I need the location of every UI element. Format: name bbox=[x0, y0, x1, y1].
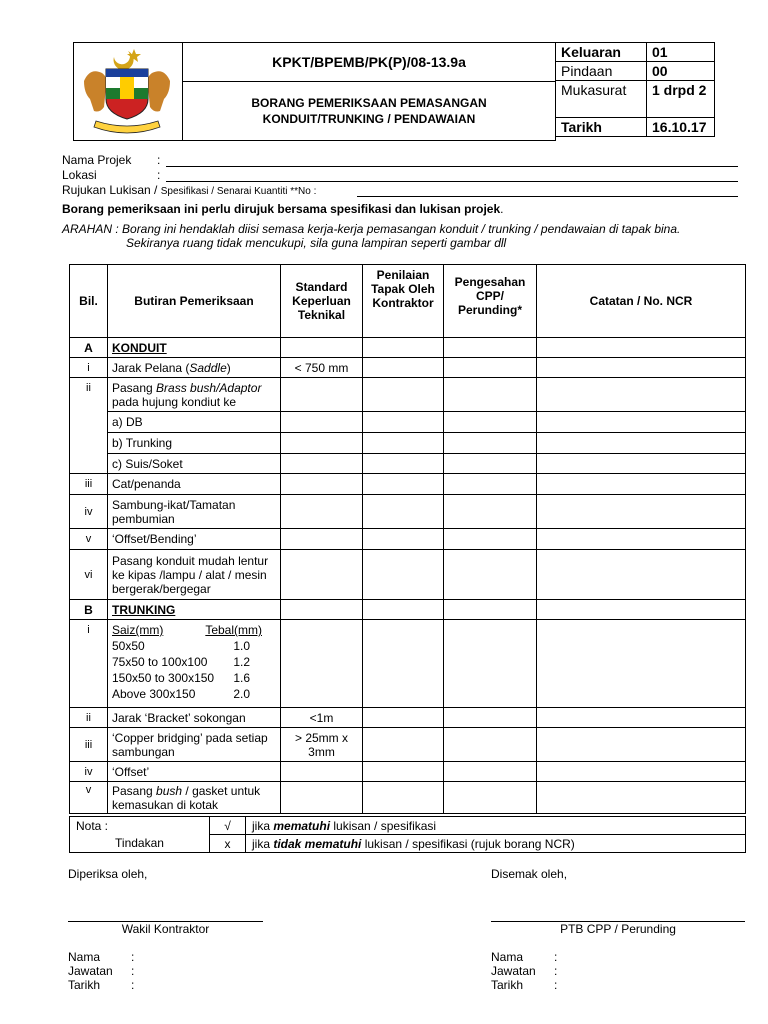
crest-cell bbox=[74, 43, 183, 141]
col-header-butiran: Butiran Pemeriksaan bbox=[108, 265, 281, 338]
table-cell[interactable] bbox=[537, 762, 746, 782]
row-bil: i bbox=[70, 620, 108, 708]
thickness-value: 1.0 bbox=[233, 639, 250, 653]
table-cell[interactable] bbox=[537, 412, 746, 433]
table-cell[interactable] bbox=[281, 338, 363, 358]
left-jawatan-colon: : bbox=[131, 964, 135, 978]
table-cell[interactable] bbox=[281, 620, 363, 708]
table-cell[interactable] bbox=[537, 600, 746, 620]
size-value: 75x50 to 100x100 bbox=[112, 655, 208, 669]
table-cell[interactable] bbox=[444, 433, 537, 454]
size-row bbox=[112, 638, 262, 654]
row-item: a) DB bbox=[108, 412, 281, 433]
nota-label: Nota : bbox=[70, 817, 210, 835]
table-row bbox=[70, 412, 746, 433]
table-cell[interactable] bbox=[444, 620, 537, 708]
size-value: 50x50 bbox=[112, 639, 145, 653]
table-cell[interactable] bbox=[444, 550, 537, 600]
table-cell[interactable] bbox=[281, 454, 363, 474]
row-item: c) Suis/Soket bbox=[108, 454, 281, 474]
notice-text: Borang pemeriksaan ini perlu dirujuk bersama spesifikasi dan lukisan projek. bbox=[62, 202, 504, 216]
tindakan-label: Tindakan bbox=[70, 835, 210, 853]
row-bil: iv bbox=[70, 495, 108, 529]
table-cell[interactable] bbox=[363, 433, 444, 454]
row-standard: <1m bbox=[281, 708, 363, 728]
size-row bbox=[112, 654, 262, 670]
row-bil: vi bbox=[70, 550, 108, 600]
row-item: ‘Copper bridging’ pada setiap sambungan bbox=[108, 728, 281, 762]
table-cell[interactable] bbox=[363, 600, 444, 620]
row-bil: ii bbox=[70, 378, 108, 474]
table-cell[interactable] bbox=[537, 620, 746, 708]
table-row bbox=[70, 378, 746, 412]
table-cell[interactable] bbox=[281, 762, 363, 782]
table-cell[interactable] bbox=[363, 550, 444, 600]
table-cell[interactable] bbox=[363, 358, 444, 378]
disemak-heading: Disemak oleh, bbox=[491, 867, 568, 881]
col-header-pengesahan: Pengesahan CPP/ Perunding* bbox=[444, 265, 537, 338]
size-thickness-list bbox=[108, 620, 281, 708]
nota-text: jika bbox=[252, 818, 274, 833]
table-cell[interactable] bbox=[363, 708, 444, 728]
meta-value: 01 bbox=[647, 43, 715, 62]
form-title-line-1: BORANG PEMERIKSAAN PEMASANGAN bbox=[251, 96, 487, 110]
table-cell[interactable] bbox=[444, 454, 537, 474]
form-meta-table bbox=[555, 42, 715, 137]
table-cell[interactable] bbox=[363, 474, 444, 495]
meta-label: Pindaan bbox=[556, 62, 647, 81]
check-symbol: √ bbox=[210, 817, 246, 835]
row-item: b) Trunking bbox=[108, 433, 281, 454]
right-nama-label: Nama bbox=[491, 950, 524, 964]
table-cell[interactable] bbox=[537, 708, 746, 728]
table-cell[interactable] bbox=[444, 600, 537, 620]
table-cell[interactable] bbox=[281, 782, 363, 814]
item-text-italic: Brass bush/Adaptor bbox=[156, 380, 262, 395]
table-cell[interactable] bbox=[444, 782, 537, 814]
table-cell[interactable] bbox=[281, 412, 363, 433]
table-row bbox=[70, 782, 746, 814]
rujukan-label-a: Rujukan Lukisan / bbox=[62, 183, 161, 197]
row-standard: > 25mm x 3mm bbox=[281, 728, 363, 762]
nama-projek-field[interactable] bbox=[166, 166, 738, 167]
left-nama-colon: : bbox=[131, 950, 135, 964]
table-row bbox=[70, 728, 746, 762]
table-header-row bbox=[70, 265, 746, 338]
item-text-italic: Saddle bbox=[189, 360, 227, 375]
lokasi-field[interactable] bbox=[166, 181, 738, 182]
table-cell[interactable] bbox=[537, 728, 746, 762]
table-cell[interactable] bbox=[363, 620, 444, 708]
row-standard: < 750 mm bbox=[281, 358, 363, 378]
left-jawatan-label: Jawatan bbox=[68, 964, 113, 978]
item-text: / gasket untuk kemasukan di kotak bbox=[112, 783, 261, 812]
meta-row-mukasurat bbox=[556, 81, 715, 118]
table-cell[interactable] bbox=[363, 762, 444, 782]
rujukan-field[interactable] bbox=[357, 196, 738, 197]
section-row-a bbox=[70, 338, 746, 358]
table-cell[interactable] bbox=[444, 728, 537, 762]
nota-table bbox=[69, 816, 746, 853]
table-cell[interactable] bbox=[444, 358, 537, 378]
section-title: KONDUIT bbox=[108, 338, 281, 358]
nota-text-1 bbox=[246, 817, 746, 835]
row-item: Jarak ‘Bracket’ sokongan bbox=[108, 708, 281, 728]
table-cell[interactable] bbox=[537, 495, 746, 529]
table-row bbox=[70, 762, 746, 782]
nota-text-2 bbox=[246, 835, 746, 853]
col-header-standard: Standard Keperluan Teknikal bbox=[281, 265, 363, 338]
table-row bbox=[70, 358, 746, 378]
item-text: pada hujung kondiut ke bbox=[112, 394, 237, 409]
section-bil: B bbox=[70, 600, 108, 620]
table-row bbox=[70, 433, 746, 454]
meta-value: 00 bbox=[647, 62, 715, 81]
table-cell[interactable] bbox=[363, 412, 444, 433]
inspection-table bbox=[69, 264, 746, 814]
table-row bbox=[70, 620, 746, 708]
row-item bbox=[108, 358, 281, 378]
table-cell[interactable] bbox=[281, 474, 363, 495]
meta-value: 1 drpd 2 bbox=[647, 81, 715, 118]
thickness-col-header: Tebal(mm) bbox=[205, 623, 262, 637]
nota-row bbox=[70, 835, 746, 853]
nota-text: jika bbox=[252, 836, 274, 851]
thickness-value: 1.2 bbox=[233, 655, 250, 669]
table-cell[interactable] bbox=[281, 529, 363, 550]
row-bil: v bbox=[70, 782, 108, 814]
arahan-line-1: ARAHAN : Borang ini hendaklah diisi semasa kerja-kerja pemasangan konduit / trunking / pendawaian di tapak bina. bbox=[62, 222, 681, 236]
table-cell[interactable] bbox=[363, 529, 444, 550]
table-cell[interactable] bbox=[444, 474, 537, 495]
table-cell[interactable] bbox=[281, 600, 363, 620]
table-cell[interactable] bbox=[363, 378, 444, 412]
left-tarikh-label: Tarikh bbox=[68, 978, 101, 992]
table-cell[interactable] bbox=[444, 708, 537, 728]
meta-label: Mukasurat bbox=[556, 81, 647, 118]
table-cell[interactable] bbox=[537, 338, 746, 358]
table-cell[interactable] bbox=[363, 728, 444, 762]
table-cell[interactable] bbox=[537, 550, 746, 600]
table-row bbox=[70, 708, 746, 728]
nama-projek-label: Nama Projek bbox=[62, 153, 132, 167]
nota-row bbox=[70, 817, 746, 835]
row-item: Cat/penanda bbox=[108, 474, 281, 495]
nota-emphasis: tidak mematuhi bbox=[273, 836, 362, 851]
item-text-italic: bush bbox=[156, 783, 183, 798]
table-row bbox=[70, 474, 746, 495]
row-item: ‘Offset’ bbox=[108, 762, 281, 782]
meta-label: Tarikh bbox=[556, 118, 647, 137]
table-row bbox=[70, 529, 746, 550]
right-tarikh-label: Tarikh bbox=[491, 978, 524, 992]
row-item: Pasang konduit mudah lentur ke kipas /lampu / alat / mesin bergerak/bergegar bbox=[108, 550, 281, 600]
table-cell[interactable] bbox=[281, 550, 363, 600]
meta-value: 16.10.17 bbox=[647, 118, 715, 137]
cross-symbol: x bbox=[210, 835, 246, 853]
item-text: Pasang bbox=[112, 380, 157, 395]
row-item bbox=[108, 378, 281, 412]
section-row-b bbox=[70, 600, 746, 620]
nota-emphasis: mematuhi bbox=[273, 818, 331, 833]
notice-bold: Borang pemeriksaan ini perlu dirujuk bersama spesifikasi dan lukisan projek bbox=[62, 202, 501, 216]
meta-label: Keluaran bbox=[556, 43, 647, 62]
nota-text: lukisan / spesifikasi bbox=[330, 818, 437, 833]
size-row bbox=[112, 670, 262, 686]
form-header bbox=[73, 42, 556, 141]
left-tarikh-colon: : bbox=[131, 978, 135, 992]
table-cell[interactable] bbox=[281, 495, 363, 529]
nota-text: lukisan / spesifikasi (rujuk borang NCR) bbox=[361, 836, 575, 851]
table-cell[interactable] bbox=[281, 433, 363, 454]
table-cell[interactable] bbox=[537, 529, 746, 550]
right-nama-colon: : bbox=[554, 950, 558, 964]
row-bil: v bbox=[70, 529, 108, 550]
form-title-line-2: KONDUIT/TRUNKING / PENDAWAIAN bbox=[262, 112, 476, 126]
left-nama-label: Nama bbox=[68, 950, 101, 964]
size-value: 150x50 to 300x150 bbox=[112, 671, 215, 685]
row-bil: iii bbox=[70, 728, 108, 762]
table-cell[interactable] bbox=[537, 474, 746, 495]
table-cell[interactable] bbox=[363, 495, 444, 529]
row-bil: iv bbox=[70, 762, 108, 782]
table-cell[interactable] bbox=[537, 433, 746, 454]
table-cell[interactable] bbox=[444, 378, 537, 412]
row-item: ‘Offset/Bending’ bbox=[108, 529, 281, 550]
table-cell[interactable] bbox=[281, 378, 363, 412]
size-row bbox=[112, 686, 262, 702]
table-cell[interactable] bbox=[537, 378, 746, 412]
size-col-header: Saiz(mm) bbox=[112, 623, 164, 637]
meta-row-pindaan bbox=[556, 62, 715, 81]
size-value: Above 300x150 bbox=[112, 687, 196, 701]
table-cell[interactable] bbox=[444, 412, 537, 433]
diperiksa-heading: Diperiksa oleh, bbox=[68, 867, 148, 881]
table-cell[interactable] bbox=[537, 454, 746, 474]
meta-row-tarikh bbox=[556, 118, 715, 137]
rujukan-label bbox=[62, 183, 316, 197]
table-cell[interactable] bbox=[363, 454, 444, 474]
right-jawatan-colon: : bbox=[554, 964, 558, 978]
form-code: KPKT/BPEMB/PK(P)/08-13.9a bbox=[183, 43, 556, 82]
jata-negara-crest-icon bbox=[74, 43, 180, 137]
item-text: ) bbox=[226, 360, 231, 375]
left-role: Wakil Kontraktor bbox=[121, 922, 210, 936]
right-role: PTB CPP / Perunding bbox=[560, 922, 676, 936]
row-item: Sambung-ikat/Tamatan pembumian bbox=[108, 495, 281, 529]
meta-row-keluaran bbox=[556, 43, 715, 62]
table-cell[interactable] bbox=[444, 338, 537, 358]
row-bil: i bbox=[70, 358, 108, 378]
col-header-penilaian: Penilaian Tapak Oleh Kontraktor bbox=[363, 265, 444, 338]
form-title bbox=[183, 82, 556, 141]
row-bil: iii bbox=[70, 474, 108, 495]
col-header-catatan: Catatan / No. NCR bbox=[537, 265, 746, 338]
right-jawatan-label: Jawatan bbox=[491, 964, 536, 978]
table-row bbox=[70, 454, 746, 474]
item-text: Pasang bbox=[112, 783, 157, 798]
table-cell[interactable] bbox=[363, 338, 444, 358]
table-row bbox=[70, 495, 746, 529]
item-text: Jarak Pelana ( bbox=[112, 360, 190, 375]
row-bil: ii bbox=[70, 708, 108, 728]
size-header bbox=[112, 622, 262, 638]
table-cell[interactable] bbox=[363, 782, 444, 814]
row-item bbox=[108, 782, 281, 814]
rujukan-label-b: Spesifikasi / Senarai Kuantiti **No : bbox=[160, 186, 317, 197]
thickness-value: 2.0 bbox=[233, 687, 250, 701]
right-tarikh-colon: : bbox=[554, 978, 558, 992]
table-cell[interactable] bbox=[444, 529, 537, 550]
table-cell[interactable] bbox=[537, 358, 746, 378]
arahan-line-2: Sekiranya ruang tidak mencukupi, sila guna lampiran seperti gambar dll bbox=[126, 236, 507, 250]
table-row bbox=[70, 550, 746, 600]
lokasi-label: Lokasi bbox=[62, 168, 97, 182]
table-cell[interactable] bbox=[537, 782, 746, 814]
section-title: TRUNKING bbox=[108, 600, 281, 620]
lokasi-colon: : bbox=[157, 168, 161, 182]
table-cell[interactable] bbox=[444, 762, 537, 782]
col-header-bil: Bil. bbox=[70, 265, 108, 338]
table-cell[interactable] bbox=[444, 495, 537, 529]
thickness-value: 1.6 bbox=[233, 671, 250, 685]
section-bil: A bbox=[70, 338, 108, 358]
nama-projek-colon: : bbox=[157, 153, 161, 167]
